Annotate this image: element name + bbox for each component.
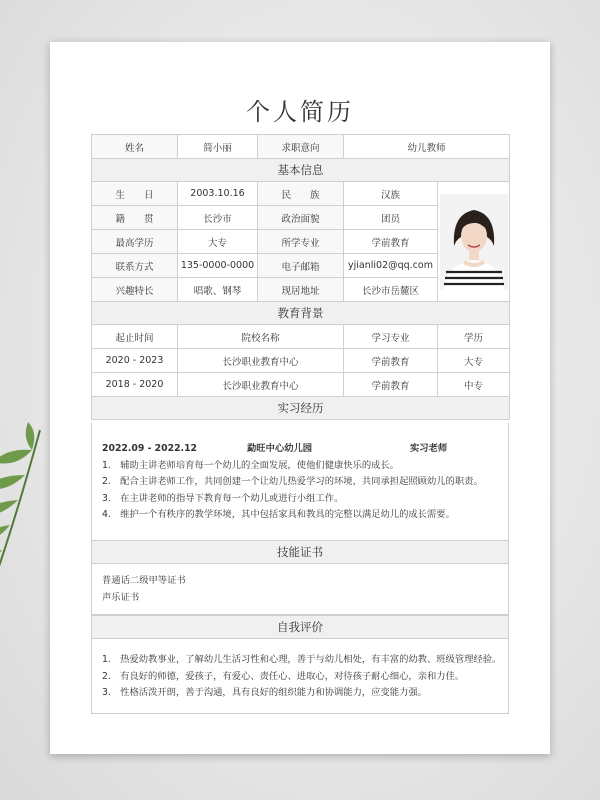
- intent-label: 求职意向: [258, 135, 344, 159]
- list-item: 1. 辅助主讲老师培育每一个幼儿的全面发展，使他们健康快乐的成长。: [102, 459, 400, 471]
- edu-header: 学习专业: [344, 325, 438, 349]
- education-row: [92, 373, 510, 397]
- basic-value: 2003.10.16: [178, 182, 258, 206]
- section-self-evaluation: 自我评价: [92, 616, 509, 639]
- edu-cell: 大专: [438, 349, 510, 373]
- internship-block: [91, 423, 509, 541]
- list-item: 普通话二级甲等证书: [102, 575, 186, 586]
- basic-value: 汉族: [344, 182, 438, 206]
- internship-header: [102, 441, 498, 458]
- basic-value: yjianli02@qq.com: [344, 254, 438, 278]
- list-item: 声乐证书: [102, 591, 140, 603]
- basic-value: 大专: [178, 230, 258, 254]
- edu-cell: 2018 - 2020: [92, 373, 178, 397]
- list-item: 3. 性格活泼开朗，善于沟通，具有良好的组织能力和协调能力，应变能力强。: [102, 687, 427, 698]
- basic-label: 联系方式: [92, 254, 178, 278]
- self-header-table: [91, 615, 509, 639]
- list-item: 4. 维护一个有秩序的教学环境，其中包括家具和教具的完整以满足幼儿的成长需要。: [102, 509, 455, 520]
- name-row: [92, 135, 510, 159]
- edu-cell: 学前教育: [344, 349, 438, 373]
- list-item: 3. 在主讲老师的指导下教育每一个幼儿或进行小组工作。: [102, 492, 344, 504]
- edu-header: 院校名称: [178, 325, 344, 349]
- list-item: 2. 有良好的师德，爱孩子，有爱心、责任心、进取心，对待孩子耐心细心，亲和力佳。: [102, 670, 465, 682]
- resume-table: [91, 134, 510, 420]
- basic-value: 长沙市: [178, 206, 258, 230]
- skills-header-table: [91, 540, 509, 564]
- name-label: 姓名: [92, 135, 178, 159]
- basic-label: 电子邮箱: [258, 254, 344, 278]
- photo-cell: [438, 182, 510, 302]
- basic-value: 唱歌、钢琴: [178, 278, 258, 302]
- resume-paper: [50, 42, 550, 754]
- self-block: [91, 638, 509, 714]
- basic-label: 所学专业: [258, 230, 344, 254]
- skills-block: [91, 563, 509, 615]
- leaf-decoration: [0, 420, 50, 620]
- basic-value: 学前教育: [344, 230, 438, 254]
- internship-org: 勐旺中心幼儿园: [247, 443, 313, 454]
- edu-header: 学历: [438, 325, 510, 349]
- intent-value: 幼儿教师: [344, 135, 510, 159]
- basic-label: 现居地址: [258, 278, 344, 302]
- edu-header: 起止时间: [92, 325, 178, 349]
- education-header-row: [92, 325, 510, 349]
- edu-cell: 2020 - 2023: [92, 349, 178, 373]
- list-item: 2. 配合主讲老师工作，共同创建一个让幼儿热爱学习的环境，共同承担起照顾幼儿的职责。: [102, 476, 483, 487]
- basic-label: 政治面貌: [258, 206, 344, 230]
- basic-label: 籍 贯: [92, 206, 178, 230]
- basic-label: 民 族: [258, 182, 344, 206]
- edu-cell: 中专: [438, 373, 510, 397]
- internship-role: 实习老师: [410, 443, 448, 454]
- basic-value: 团员: [344, 206, 438, 230]
- edu-cell: 长沙职业教育中心: [178, 349, 344, 373]
- section-basic-info: 基本信息: [92, 159, 510, 182]
- education-row: [92, 349, 510, 373]
- profile-photo: [440, 194, 508, 290]
- section-education: 教育背景: [92, 302, 510, 325]
- section-internship: 实习经历: [92, 397, 510, 420]
- section-skills: 技能证书: [92, 541, 509, 564]
- basic-label: 最高学历: [92, 230, 178, 254]
- basic-label: 生 日: [92, 182, 178, 206]
- basic-label: 兴趣特长: [92, 278, 178, 302]
- basic-value: 135-0000-0000: [178, 254, 258, 278]
- basic-value: 长沙市岳麓区: [344, 278, 438, 302]
- edu-cell: 学前教育: [344, 373, 438, 397]
- name-value: 简小丽: [178, 135, 258, 159]
- edu-cell: 长沙职业教育中心: [178, 373, 344, 397]
- basic-row: [92, 182, 510, 206]
- page-title: 个人简历: [246, 98, 354, 126]
- internship-period: 2022.09 - 2022.12: [102, 443, 198, 454]
- list-item: 1. 热爱幼教事业，了解幼儿生活习性和心理，善于与幼儿相处，有丰富的幼教、班级管理经验。: [102, 654, 502, 665]
